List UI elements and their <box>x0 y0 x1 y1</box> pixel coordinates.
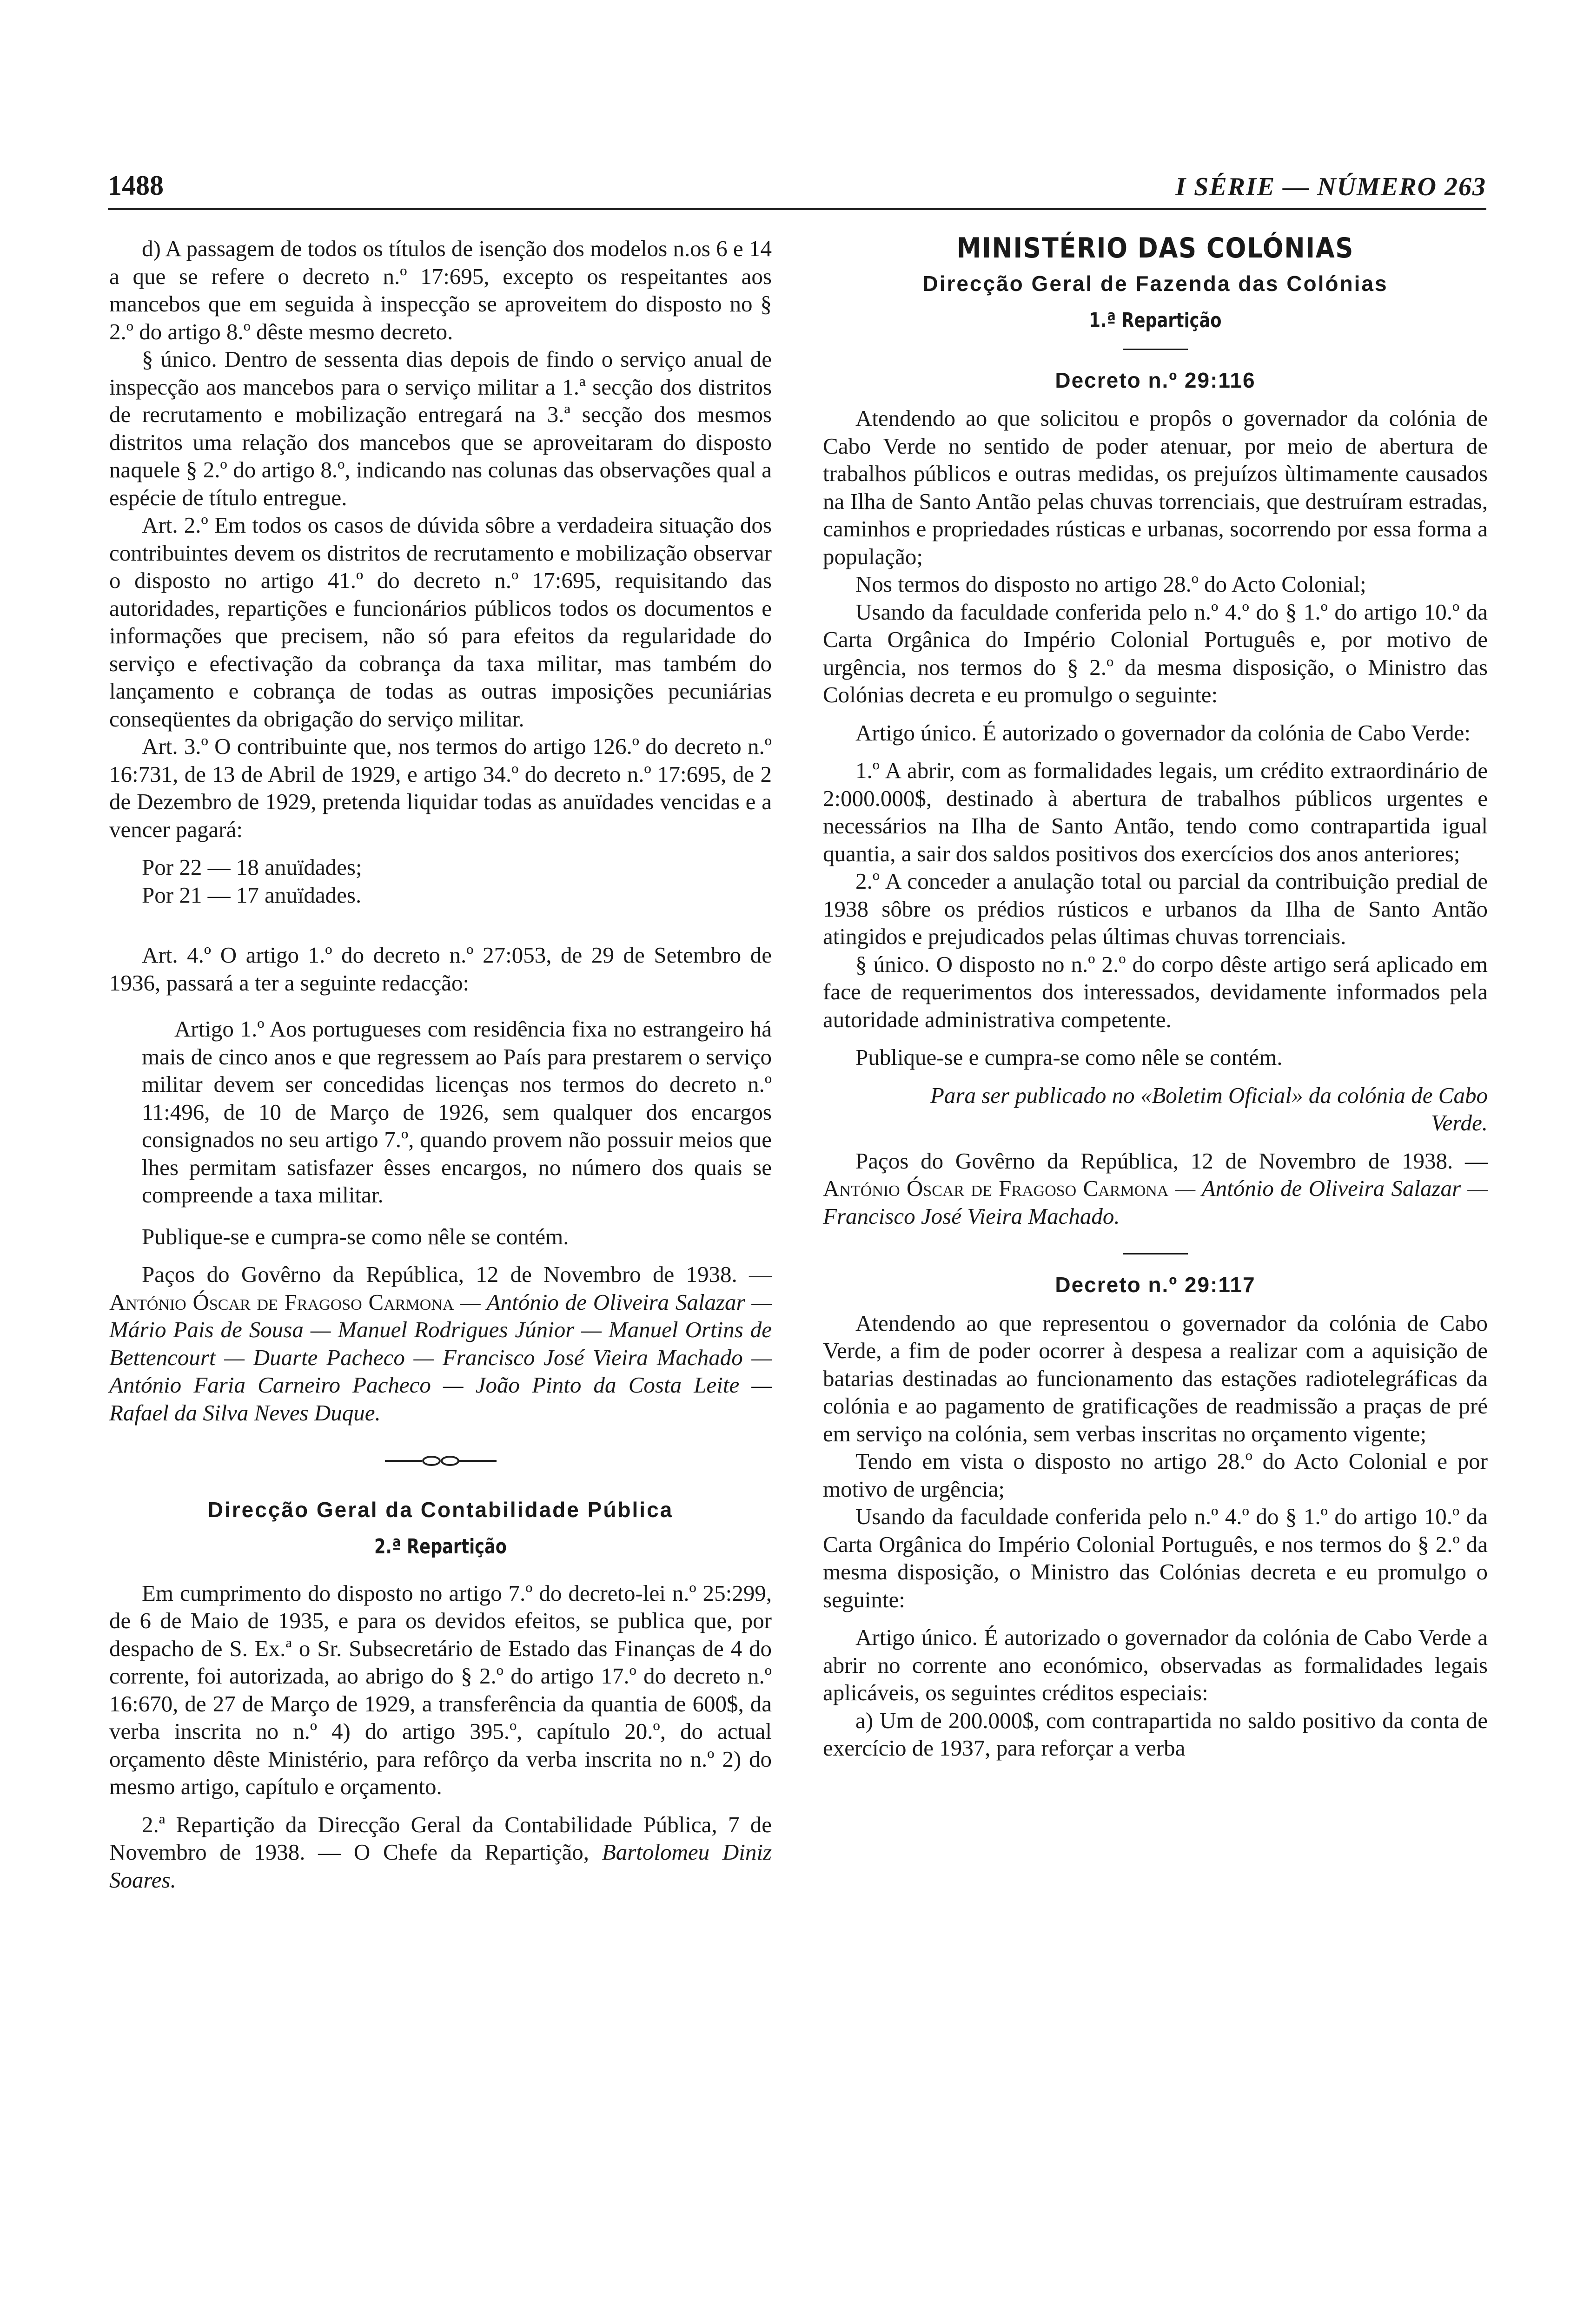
page-number: 1488 <box>108 170 164 201</box>
publication-note: Para ser publicado no «Boletim Oficial» da colónia de Cabo Verde. <box>930 1082 1488 1136</box>
paragraph: Usando da faculdade conferida pelo n.º 4.º do § 1.º do artigo 10.º da Carta Orgânica do Império Colonial Português, e nos termos do § 2.º da mesma disposição, o Ministro das Colónias decreta e eu promulgo o seguinte: <box>823 1504 1488 1612</box>
paragraph: Atendendo ao que representou o governador da colónia de Cabo Verde, a fim de poder ocorrer à despesa a realizar com a aquisição de batarias destinadas ao funcionamento das estações radiotelegráficas da colónia e ao pagamento de gratificações de readmissão a praças de pré em serviço na colónia, sem verbas inscritas no orçamento vigente; <box>823 1310 1488 1446</box>
paragraph: 2.º A conceder a anulação total ou parcial da contribuição predial de 1938 sôbre os prédios rústicos e urbanos da Ilha de Santo Antão atingidos e prejudicados pelas últimas chuvas torrenciais. <box>823 868 1488 949</box>
quoted-article: Artigo 1.º Aos portugueses com residência fixa no estrangeiro há mais de cinco anos e que regressem ao País para prestarem o serviço militar devem ser concedidas licenças nos termos do decreto n.º 11:496, de 10 de Março de 1926, sem qualquer dos encargos consignados no seu artigo 7.º, quando provem não possuir meios que lhes permitam satisfazer êsses encargos, no número dos quais se compreende a taxa militar. <box>142 1016 772 1208</box>
short-rule <box>1123 1253 1188 1254</box>
paragraph: Tendo em vista o disposto no artigo 28.º do Acto Colonial e por motivo de urgência; <box>823 1448 1488 1502</box>
decree-title: Decreto n.º 29:117 <box>1055 1273 1256 1297</box>
ornament-icon <box>385 1455 497 1466</box>
signature-intro: Paços do Govêrno da República, 12 de Novembro de 1938. — <box>142 1261 772 1287</box>
president-name: António Óscar de Fragoso Carmona <box>823 1175 1169 1201</box>
paragraph: Nos termos do disposto no artigo 28.º do Acto Colonial; <box>855 571 1366 597</box>
paragraph: Publique-se e cumpra-se como nêle se contém. <box>855 1044 1283 1070</box>
paragraph: Em cumprimento do disposto no artigo 7.º do decreto-lei n.º 25:299, de 6 de Maio de 1935, e para os devidos efeitos, se publica que, por despacho de S. Ex.ª o Sr. Subsecretário de Estado das Finanças de 4 do corrente, foi autorizada, ao abrigo do § 2.º do artigo 17.º do decreto n.º 16:670, de 27 de Março de 1929, a transferência da quantia de 600$, da verba inscrita no n.º 4) do artigo 395.º, capítulo 20.º, do actual orçamento dêste Ministério, para refôrço da verba inscrita no n.º 2) do mesmo artigo, capítulo e orçamento. <box>109 1580 772 1799</box>
ministry-heading: MINISTÉRIO DAS COLÓNIAS <box>956 232 1354 264</box>
paragraph: § único. O disposto no n.º 2.º do corpo dêste artigo será aplicado em face de requerimentos dos interessados, devidamente informados pela autoridade administrativa competente. <box>823 951 1488 1032</box>
short-rule <box>1123 349 1188 350</box>
paragraph: d) A passagem de todos os títulos de isenção dos modelos n.os 6 e 14 a que se refere o decreto n.º 17:695, excepto os respeitantes aos mancebos que em seguida à inspecção se aproveitem do disposto no § 2.º do artigo 8.º dêste mesmo decreto. <box>109 236 772 344</box>
right-column <box>823 232 1488 1762</box>
paragraph: a) Um de 200.000$, com contrapartida no saldo positivo da conta de exercício de 1937, para reforçar a verba <box>823 1707 1488 1761</box>
paragraph: Atendendo ao que solicitou e propôs o governador da colónia de Cabo Verde no sentido de poder atenuar, por meio de abertura de trabalhos públicos e outras medidas, os prejuízos ùltimamente causados na Ilha de Santo Antão pelas chuvas torrenciais, que destruíram estradas, caminhos e propriedades rústicas e urbanas, socorrendo por essa forma a população; <box>823 405 1488 569</box>
paragraph <box>109 1811 772 1894</box>
ministers-names: — António de Oliveira Salazar — Francisco José Vieira Machado. <box>823 1175 1488 1229</box>
series-number: I SÉRIE — NÚMERO 263 <box>1175 172 1486 201</box>
list-item: Por 22 — 18 anuïdades; <box>142 854 362 880</box>
paragraph: Publique-se e cumpra-se como nêle se contém. <box>142 1223 569 1249</box>
paragraph: Usando da faculdade conferida pelo n.º 4.º do § 1.º do artigo 10.º da Carta Orgânica do Império Colonial Português e, por motivo de urgência, nos termos do § 2.º da mesma disposição, o Ministro das Colónias decreta e eu promulgo o seguinte: <box>823 599 1488 707</box>
paragraph: Art. 2.º Em todos os casos de dúvida sôbre a verdadeira situação dos contribuintes devem os distritos de recrutamento e mobilização observar o disposto no artigo 41.º do decreto n.º 17:695, requisitando das autoridades, repartições e funcionários públicos todos os documentos e informações que precisem, não só para efeitos da regularidade do serviço e efectivação da cobrança da taxa militar, mas também do lançamento e cobrança de todas as outras imposições pecuniárias conseqüentes da obrigação do serviço militar. <box>109 512 772 732</box>
chief-signature: Bartolomeu Diniz Soares. <box>109 1839 772 1893</box>
ornament-divider <box>109 1445 772 1473</box>
repartition-heading: 2.ª Repartição <box>374 1535 507 1558</box>
repartition-heading: 1.ª Repartição <box>1089 309 1222 332</box>
direction-heading: Direcção Geral da Contabilidade Pública <box>207 1497 674 1522</box>
closing-text: 2.ª Repartição da Direcção Geral da Contabilidade Pública, 7 de Novembro de 1938. — O Chefe da Repartição, <box>109 1811 772 1865</box>
ministers-names: — António de Oliveira Salazar — Mário Pais de Sousa — Manuel Rodrigues Júnior — Manuel Ortins de Bettencourt — Duarte Pacheco — Francisco José Vieira Machado — António Faria Carneiro Pacheco — João Pinto da Costa Leite — Rafael da Silva Neves Duque. <box>109 1289 772 1426</box>
paragraph: Artigo único. É autorizado o governador da colónia de Cabo Verde a abrir no corrente ano económico, observadas as formalidades legais aplicáveis, os seguintes créditos especiais: <box>823 1624 1488 1705</box>
paragraph: Artigo único. É autorizado o governador da colónia de Cabo Verde: <box>855 720 1471 746</box>
president-name: António Óscar de Fragoso Carmona <box>109 1289 454 1315</box>
paragraph: Art. 4.º O artigo 1.º do decreto n.º 27:053, de 29 de Setembro de 1936, passará a ter a seguinte redacção: <box>109 942 772 996</box>
paragraph: Art. 3.º O contribuinte que, nos termos do artigo 126.º do decreto n.º 16:731, de 13 de Abril de 1929, e artigo 34.º do decreto n.º 17:695, de 2 de Dezembro de 1929, pretenda liquidar todas as anuïdades vencidas e a vencer pagará: <box>109 733 772 842</box>
signature-intro: Paços do Govêrno da República, 12 de Novembro de 1938. — <box>855 1148 1488 1174</box>
signature-block <box>823 1147 1488 1230</box>
list-item: Por 21 — 17 anuïdades. <box>142 882 362 908</box>
paragraph: § único. Dentro de sessenta dias depois de findo o serviço anual de inspecção aos mancebos para o serviço militar a 1.ª secção dos distritos de recrutamento e mobilização entregará na 3.ª secção dos mesmos distritos uma relação dos mancebos que se aproveitaram do disposto naquele § 2.º do artigo 8.º, indicando nas colunas das observações qual a espécie de título entregue. <box>109 346 772 510</box>
page-header <box>108 167 1486 210</box>
decree-title: Decreto n.º 29:116 <box>1055 368 1256 392</box>
direction-heading: Direcção Geral de Fazenda das Colónias <box>922 271 1388 296</box>
signature-block <box>109 1261 772 1426</box>
paragraph: 1.º A abrir, com as formalidades legais, um crédito extraordinário de 2:000.000$, destinado à abertura de trabalhos públicos urgentes e necessários na Ilha de Santo Antão, tendo como contrapartida igual quantia, a sair dos saldos positivos dos exercícios dos anos anteriores; <box>823 758 1488 866</box>
left-column <box>109 235 772 1894</box>
